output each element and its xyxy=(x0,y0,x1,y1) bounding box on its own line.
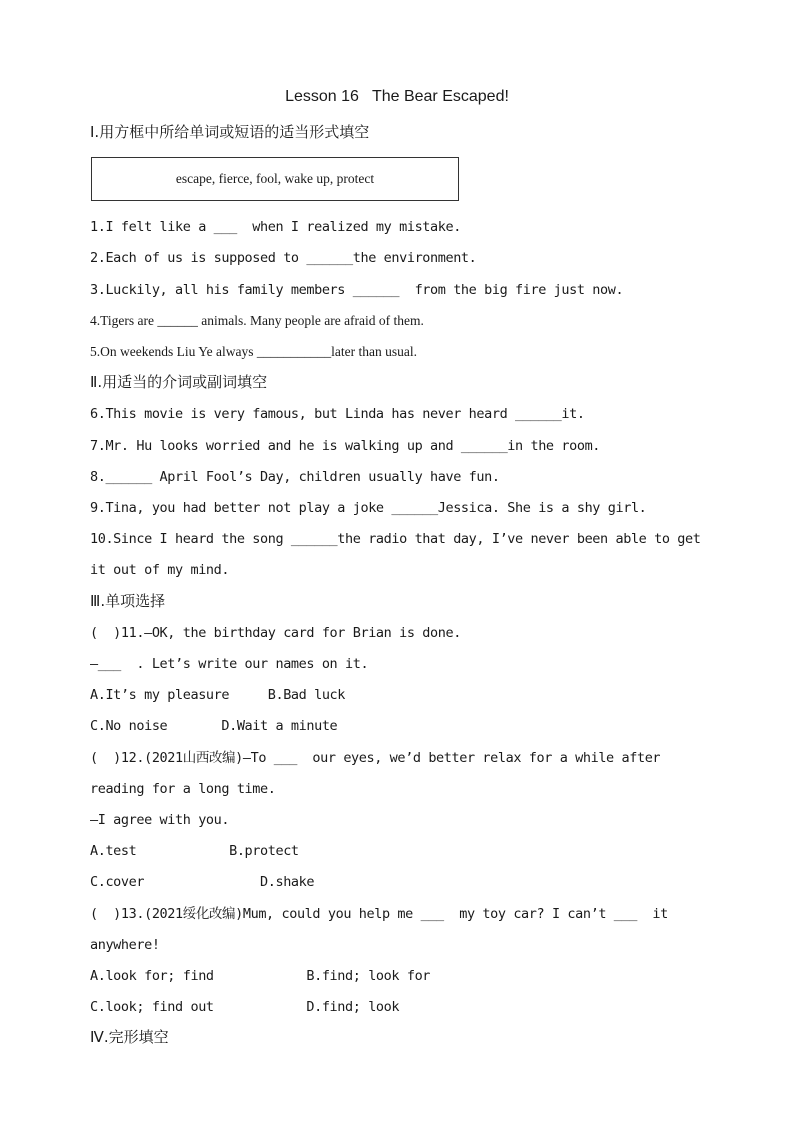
page-title: Lesson 16 The Bear Escaped! xyxy=(285,88,509,105)
question-3: 3.Luckily, all his family members ______ from the big fire just now. xyxy=(90,282,624,298)
section-1-heading: Ⅰ.用方框中所给单词或短语的适当形式填空 xyxy=(90,123,370,141)
question-10: 10.Since I heard the song ______the radio that day, I’ve never been able to get xyxy=(90,531,701,547)
question-12-reply: —I agree with you. xyxy=(90,812,230,828)
question-13-cont: anywhere! xyxy=(90,937,160,953)
question-12-options-ab: A.test B.protect xyxy=(90,843,299,859)
question-13: ( )13.(2021绥化改编)Mum, could you help me ___ my toy car? I can’t ___ it xyxy=(90,906,668,922)
question-5: 5.On weekends Liu Ye always ___________later than usual. xyxy=(90,344,417,359)
question-12-cont: reading for a long time. xyxy=(90,781,276,797)
question-2: 2.Each of us is supposed to ______the environment. xyxy=(90,250,477,266)
section-4-heading: Ⅳ.完形填空 xyxy=(90,1028,169,1046)
question-8: 8.______ April Fool’s Day, children usually have fun. xyxy=(90,469,500,485)
section-3-heading: Ⅲ.单项选择 xyxy=(90,592,166,610)
section-2-heading: Ⅱ.用适当的介词或副词填空 xyxy=(90,373,268,391)
word-box xyxy=(91,157,459,201)
word-box-text: escape, fierce, fool, wake up, protect xyxy=(175,171,375,186)
question-9: 9.Tina, you had better not play a joke ______Jessica. She is a shy girl. xyxy=(90,500,647,516)
question-4: 4.Tigers are ______ animals. Many people are afraid of them. xyxy=(90,313,424,328)
question-13-options-cd: C.look; find out D.find; look xyxy=(90,999,400,1015)
question-12-options-cd: C.cover D.shake xyxy=(90,874,315,890)
question-11: ( )11.—OK, the birthday card for Brian is done. xyxy=(90,625,461,641)
question-11-options-ab: A.It’s my pleasure B.Bad luck xyxy=(90,687,346,703)
question-7: 7.Mr. Hu looks worried and he is walking up and ______in the room. xyxy=(90,438,601,454)
question-6: 6.This movie is very famous, but Linda has never heard ______it. xyxy=(90,406,585,422)
question-12: ( )12.(2021山西改编)—To ___ our eyes, we’d better relax for a while after xyxy=(90,750,661,766)
question-10-cont: it out of my mind. xyxy=(90,562,230,578)
question-11-reply: —___ . Let’s write our names on it. xyxy=(90,656,369,672)
question-11-options-cd: C.No noise D.Wait a minute xyxy=(90,718,338,734)
question-13-options-ab: A.look for; find B.find; look for xyxy=(90,968,431,984)
question-1: 1.I felt like a ___ when I realized my mistake. xyxy=(90,219,461,235)
